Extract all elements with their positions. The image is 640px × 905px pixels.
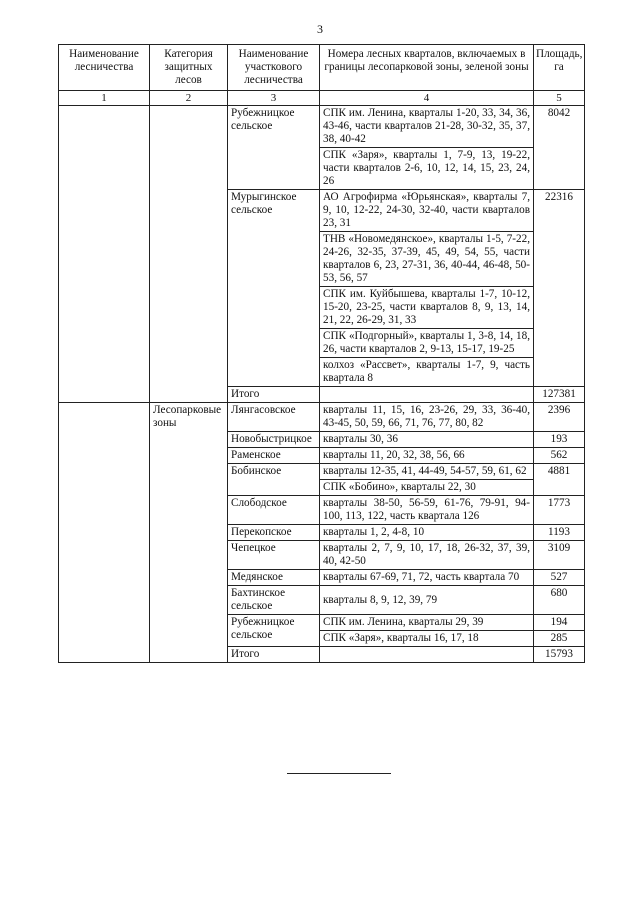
district-name: Бобинское	[228, 464, 320, 496]
quarters-text: СПК им. Ленина, кварталы 29, 39	[320, 615, 534, 631]
col-number: 1	[59, 91, 150, 106]
area-value: 3109	[534, 541, 585, 570]
category-cell-empty	[150, 106, 228, 403]
total-desc-empty	[320, 647, 534, 663]
district-name: Чепецкое	[228, 541, 320, 570]
total-label: Итого	[228, 647, 320, 663]
quarters-text: кварталы 38-50, 56-59, 61-76, 79-91, 94-100, 113, 122, часть квартала 126	[320, 496, 534, 525]
quarters-text: кварталы 67-69, 71, 72, часть квартала 70	[320, 570, 534, 586]
area-value: 4881	[534, 464, 585, 496]
table-row	[59, 106, 585, 148]
header-area: Площадь, га	[534, 45, 585, 91]
table-header-row	[59, 45, 585, 91]
page-number: 3	[317, 22, 323, 36]
column-number-row	[59, 91, 585, 106]
header-forestry: Наименование лесничества	[59, 45, 150, 91]
quarters-text: кварталы 12-35, 41, 44-49, 54-57, 59, 61, 62	[320, 464, 534, 480]
district-name: Медянское	[228, 570, 320, 586]
area-value: 527	[534, 570, 585, 586]
district-name: Перекопское	[228, 525, 320, 541]
area-value: 1773	[534, 496, 585, 525]
forestry-cell-empty	[59, 403, 150, 663]
total-value: 15793	[534, 647, 585, 663]
col-number: 4	[320, 91, 534, 106]
header-quarters: Номера лесных кварталов, включаемых в границы лесопарковой зоны, зеленой зоны	[320, 45, 534, 91]
area-value: 680	[534, 586, 585, 615]
total-desc-empty	[320, 387, 534, 403]
area-value: 8042	[534, 106, 585, 190]
forest-quarters-table	[58, 44, 585, 663]
quarters-text: кварталы 1, 2, 4-8, 10	[320, 525, 534, 541]
area-value: 285	[534, 631, 585, 647]
quarters-text: СПК «Заря», кварталы 16, 17, 18	[320, 631, 534, 647]
footer-divider	[287, 773, 391, 774]
col-number: 5	[534, 91, 585, 106]
area-value: 194	[534, 615, 585, 631]
header-district: Наименование участкового лесничества	[228, 45, 320, 91]
quarters-text: СПК «Заря», кварталы 1, 7-9, 13, 19-22, части кварталов 2-6, 10, 12, 14, 15, 23, 24, 26	[320, 148, 534, 190]
header-category: Категория защитных лесов	[150, 45, 228, 91]
total-label: Итого	[228, 387, 320, 403]
area-value: 2396	[534, 403, 585, 432]
col-number: 3	[228, 91, 320, 106]
quarters-text: ТНВ «Новомедянское», кварталы 1-5, 7-22, 24-26, 32-35, 37-39, 45, 49, 54, 55, части кварталов 6, 23, 27-31, 36, 40-44, 46-48, 50-53, 56, 57	[320, 232, 534, 287]
total-value: 127381	[534, 387, 585, 403]
district-name: Новобыстрицкое	[228, 432, 320, 448]
quarters-text: СПК «Бобино», кварталы 22, 30	[320, 480, 534, 496]
quarters-text: кварталы 8, 9, 12, 39, 79	[320, 586, 534, 615]
quarters-text: СПК им. Ленина, кварталы 1-20, 33, 34, 36, 43-46, части кварталов 21-28, 30-32, 35, 37, 38, 40-42	[320, 106, 534, 148]
district-name: Слободское	[228, 496, 320, 525]
quarters-text: колхоз «Рассвет», кварталы 1-7, 9, часть квартала 8	[320, 358, 534, 387]
table-row	[59, 403, 585, 432]
area-value: 193	[534, 432, 585, 448]
area-value: 562	[534, 448, 585, 464]
district-name: Раменское	[228, 448, 320, 464]
quarters-text: кварталы 11, 20, 32, 38, 56, 66	[320, 448, 534, 464]
quarters-text: кварталы 2, 7, 9, 10, 17, 18, 26-32, 37, 39, 40, 42-50	[320, 541, 534, 570]
category-name: Лесопарковые зоны	[150, 403, 228, 663]
col-number: 2	[150, 91, 228, 106]
district-name: Бахтинское сельское	[228, 586, 320, 615]
quarters-text: АО Агрофирма «Юрьянская», кварталы 7, 9, 10, 12-22, 24-30, 32-40, части кварталов 23, 31	[320, 190, 534, 232]
area-value: 22316	[534, 190, 585, 387]
quarters-text: кварталы 30, 36	[320, 432, 534, 448]
area-value: 1193	[534, 525, 585, 541]
district-name: Мурыгинское сельское	[228, 190, 320, 387]
district-name: Лянгасовское	[228, 403, 320, 432]
quarters-text: СПК им. Куйбышева, кварталы 1-7, 10-12, 15-20, 23-25, части кварталов 8, 9, 13, 14, 21, 22, 26-29, 31, 33	[320, 287, 534, 329]
forestry-cell-empty	[59, 106, 150, 403]
district-name: Рубежницкое сельское	[228, 615, 320, 647]
quarters-text: кварталы 11, 15, 16, 23-26, 29, 33, 36-40, 43-45, 50, 59, 66, 71, 76, 77, 80, 82	[320, 403, 534, 432]
quarters-text: СПК «Подгорный», кварталы 1, 3-8, 14, 18, 26, части кварталов 2, 9-13, 15-17, 19-25	[320, 329, 534, 358]
district-name: Рубежницкое сельское	[228, 106, 320, 190]
